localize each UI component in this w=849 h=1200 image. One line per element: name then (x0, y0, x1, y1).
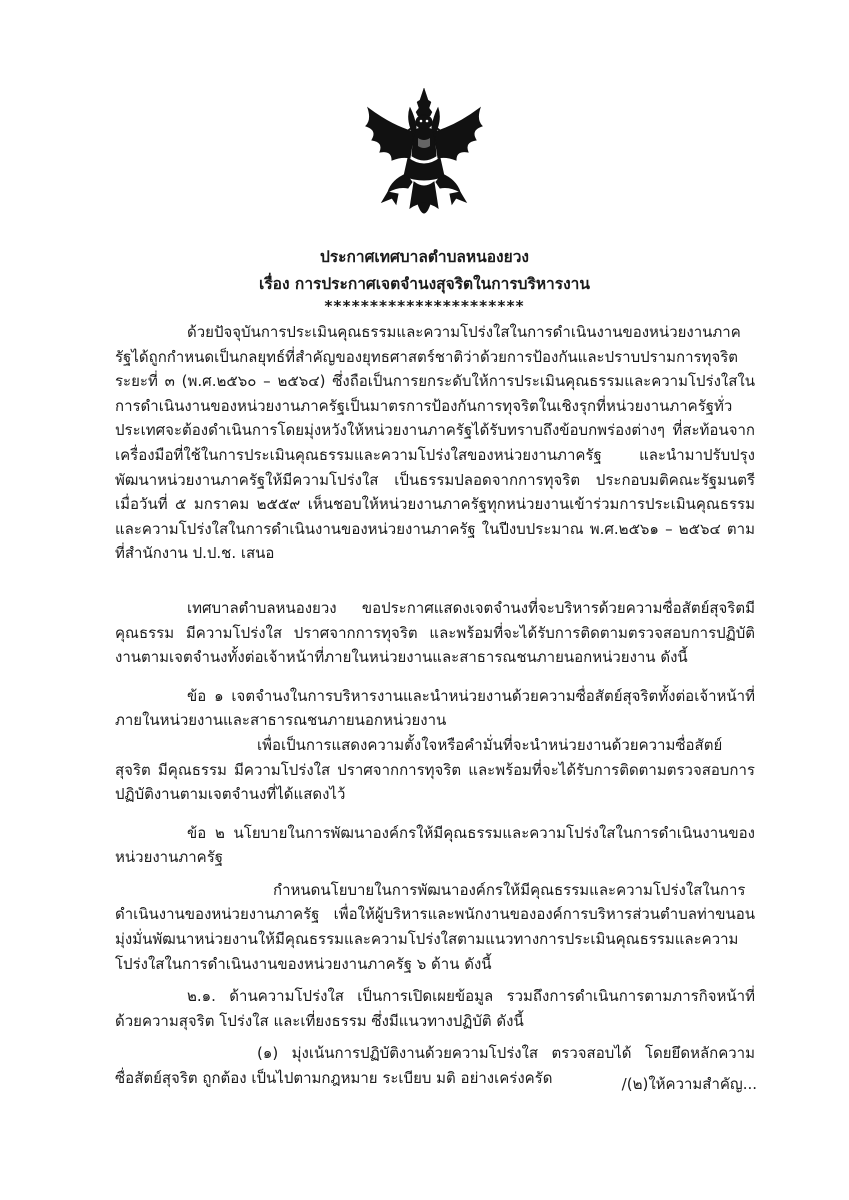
page-continuation: /(๒)ให้ความสำคัญ... (621, 1075, 757, 1093)
document-body (115, 320, 755, 1091)
clause-1-body: เพื่อเป็นการแสดงความตั้งใจหรือคำมั่นที่จะนำหน่วยงานด้วยความซื่อสัตย์ สุจริต มีคุณธรรม มีความโปร่งใส ปราศจากการทุจริต และพร้อมที่จะได้รับการติดตามตรวจสอบการปฏิบัติงานตามเจตจำนงที่ได้แสดงไว้ (115, 735, 755, 804)
clause-2-1: ๒.๑. ด้านความโปร่งใส เป็นการเปิดเผยข้อมูล รวมถึงการดำเนินการตามภารกิจหน้าที่ด้วยความสุจริต โปร่งใส และเที่ยงธรรม ซึ่งมีแนวทางปฏิบัติ ดังนี้ (115, 987, 755, 1030)
document-subject: เรื่อง การประกาศเจตจำนงสุจริตในการบริหารงาน (259, 275, 590, 293)
document-title: ประกาศเทศบาลตำบลหนองยวง (320, 248, 529, 266)
title-separator: ********************** (324, 297, 525, 315)
clause-2-body: กำหนดนโยบายในการพัฒนาองค์กรให้มีคุณธรรมและความโปร่งใสในการดำเนินงานของหน่วยงานภาครัฐ เพื่อให้ผู้บริหารและพนักงานขององค์การบริหารส่วนตำบลท่าขนอน มุ่งมั่นพัฒนาหน่วยงานให้มีคุณธรรมและความโปร่งใสตามแนวทางการประเมินคุณธรรมและความโปร่งใสในการดำเนินงานของหน่วยงานภาครัฐ ๖ ด้าน ดังนี้ (115, 880, 755, 973)
clause-1-heading: ข้อ ๑ เจตจำนงในการบริหารงานและนำหน่วยงานด้วยความซื่อสัตย์สุจริตทั้งต่อเจ้าหน้าที่ภายในหน่วยงานและสาธารณชนภายนอกหน่วยงาน (115, 686, 755, 730)
clause-2-1-item-1: (๑) มุ่งเน้นการปฏิบัติงานด้วยความโปร่งใส ตรวจสอบได้ โดยยึดหลักความซื่อสัตย์สุจริต ถูกต้อง เป็นไปตามกฎหมาย ระเบียบ มติ อย่างเคร่งครัด (115, 1044, 755, 1088)
paragraph-declaration: เทศบาลตำบลหนองยวง ขอประกาศแสดงเจตจำนงที่จะบริหารด้วยความซื่อสัตย์สุจริตมีคุณธรรม มีความโปร่งใส ปราศจากการทุจริต และพร้อมที่จะได้รับการติดตามตรวจสอบการปฏิบัติงานตามเจตจำนงทั้งต่อเจ้าหน้าที่ภายในหน่วยงานและสาธารณชนภายนอกหน่วยงาน ดังนี้ (115, 598, 755, 667)
garuda-emblem-icon (362, 86, 486, 224)
paragraph-intro: ด้วยปัจจุบันการประเมินคุณธรรมและความโปร่งใสในการดำเนินงานของหน่วยงานภาครัฐได้ถูกกำหนดเป็นกลยุทธ์ที่สำคัญของยุทธศาสตร์ชาติว่าด้วยการป้องกันและปราบปรามการทุจริต ระยะที่ ๓ (พ.ศ.๒๕๖๐ – ๒๕๖๔) ซึ่งถือเป็นการยกระดับให้การประเมินคุณธรรมและความโปร่งใสในการดำเนินงานของหน่วยงานภาครัฐเป็นมาตรการป้องกันการทุจริตในเชิงรุกที่หน่วยงานภาครัฐทั่วประเทศจะต้องดำเนินการโดยมุ่งหวังให้หน่วยงานภาครัฐได้รับทราบถึงข้อบกพร่องต่างๆ ที่สะท้อนจากเครื่องมือที่ใช้ในการประเมินคุณธรรมและความโปร่งใสของหน่วยงานภาครัฐ และนำมาปรับปรุงพัฒนาหน่วยงานภาครัฐให้มีความโปร่งใส เป็นธรรมปลอดจากการทุจริต ประกอบมติคณะรัฐมนตรี เมื่อวันที่ ๕ มกราคม ๒๕๕๙ เห็นชอบให้หน่วยงานภาครัฐทุกหน่วยงานเข้าร่วมการประเมินคุณธรรมและความโปร่งใสในการดำเนินงานของหน่วยงานภาครัฐ ในปีงบประมาณ พ.ศ.๒๕๖๑ – ๒๕๖๔ ตามที่สำนักงาน ป.ป.ช. เสนอ (115, 323, 755, 563)
clause-2-heading: ข้อ ๒ นโยบายในการพัฒนาองค์กรให้มีคุณธรรมและความโปร่งใสในการดำเนินงานของหน่วยงานภาครัฐ (115, 823, 755, 867)
